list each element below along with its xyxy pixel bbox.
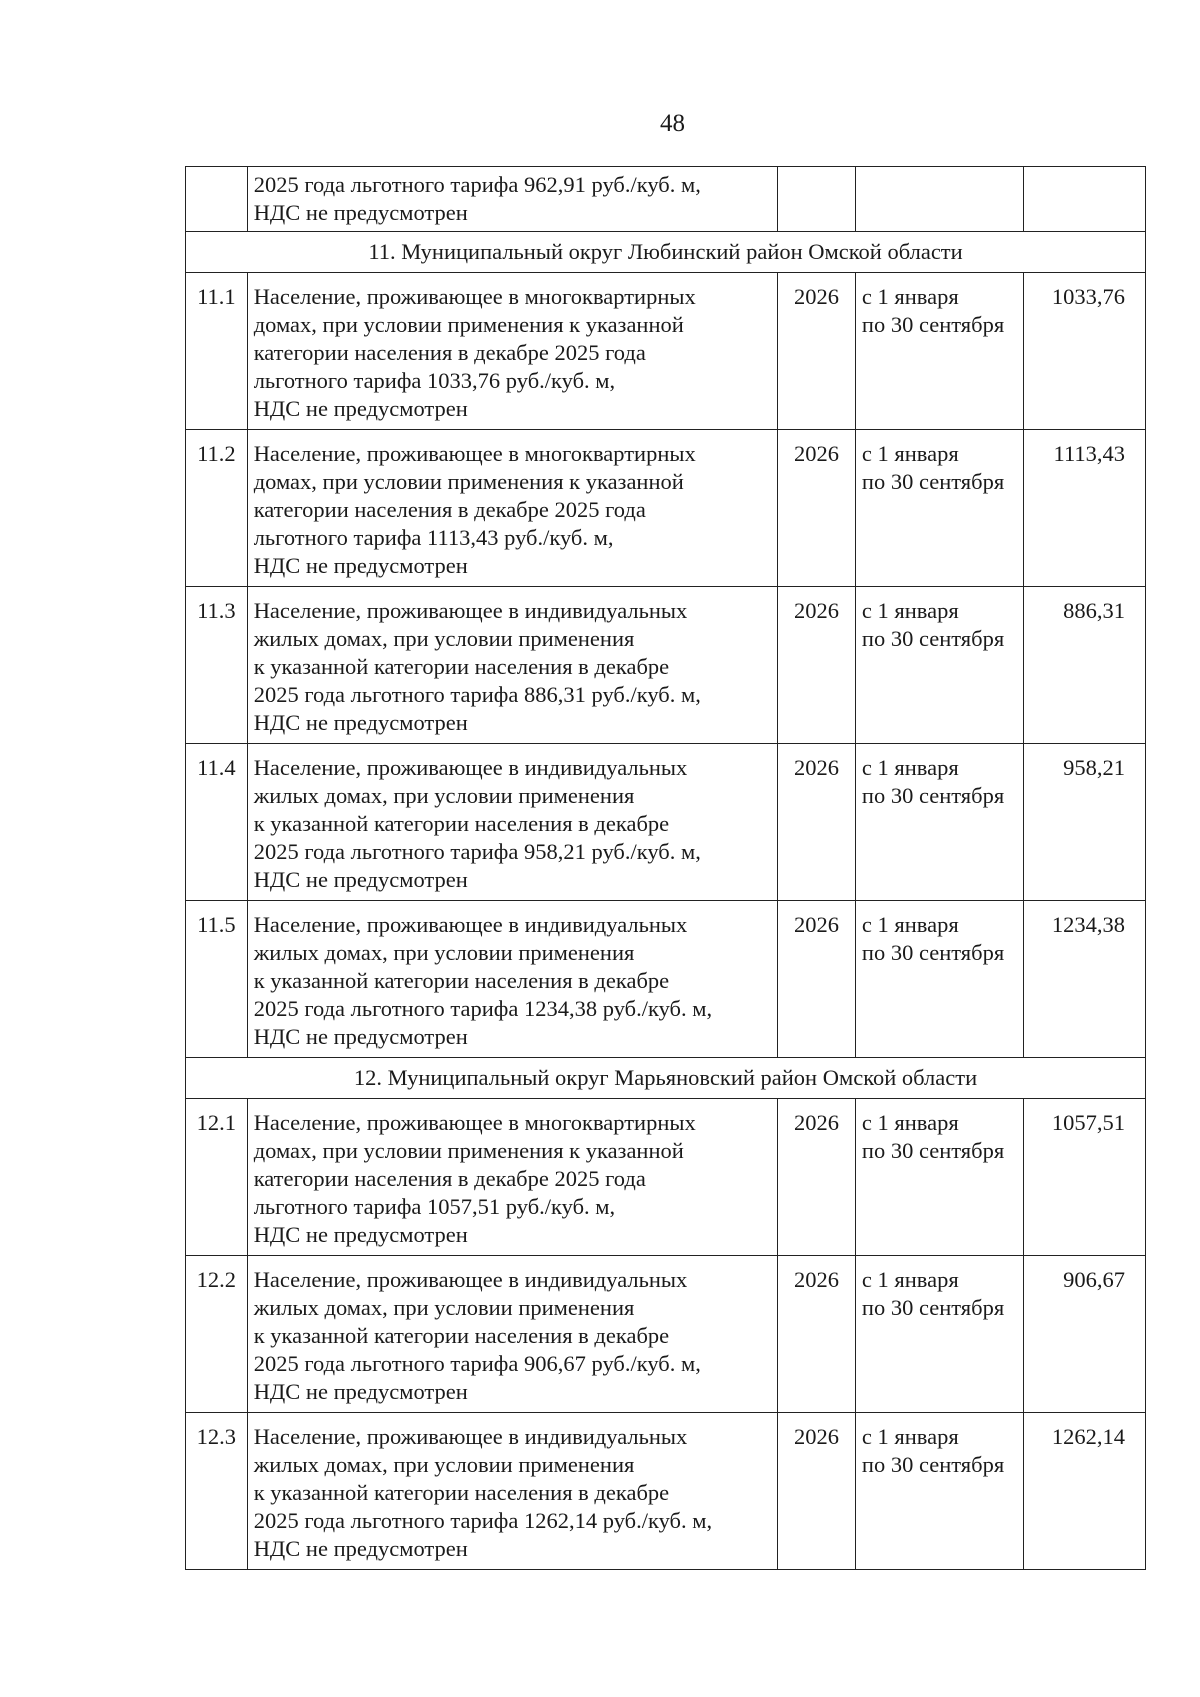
row-year: 2026 [778, 901, 856, 1058]
row-value: 1262,14 [1023, 1413, 1145, 1570]
table-row [186, 1413, 1146, 1570]
row-value: 1057,51 [1023, 1099, 1145, 1256]
row-description [247, 1413, 777, 1570]
row-value: 1113,43 [1023, 430, 1145, 587]
description-line: категории населения в декабре 2025 года [253, 1166, 646, 1191]
description-line: к указанной категории населения в декабре [253, 1480, 670, 1505]
description-line: категории населения в декабре 2025 года [253, 340, 646, 365]
description-line: льготного тарифа 1033,76 руб./куб. м, [253, 368, 616, 393]
row-year [778, 167, 856, 232]
row-description [247, 901, 777, 1058]
row-description [247, 430, 777, 587]
period-from: с 1 января [861, 755, 959, 780]
description-line: Население, проживающее в индивидуальных [253, 1267, 688, 1292]
description-line: Население, проживающее в многоквартирных [253, 1110, 696, 1135]
row-period [855, 273, 1023, 430]
row-year: 2026 [778, 1256, 856, 1413]
row-year: 2026 [778, 744, 856, 901]
period-from: с 1 января [861, 1424, 959, 1449]
table-row [186, 587, 1146, 744]
period-to: по 30 сентября [861, 312, 1005, 337]
row-number: 12.3 [186, 1413, 248, 1570]
description-line: НДС не предусмотрен [253, 1379, 468, 1404]
row-description [247, 167, 777, 232]
tariff-table-body [186, 167, 1146, 1570]
description-line: НДС не предусмотрен [253, 396, 468, 421]
row-number: 12.2 [186, 1256, 248, 1413]
description-line: Население, проживающее в индивидуальных [253, 912, 688, 937]
description-line: Население, проживающее в индивидуальных [253, 598, 688, 623]
description-line: жилых домах, при условии применения [253, 626, 635, 651]
description-line: к указанной категории населения в декабре [253, 968, 670, 993]
description-line: домах, при условии применения к указанной [253, 312, 684, 337]
row-description [247, 1256, 777, 1413]
row-number: 11.2 [186, 430, 248, 587]
table-row [186, 430, 1146, 587]
description-line: НДС не предусмотрен [253, 1024, 468, 1049]
description-line: 2025 года льготного тарифа 1262,14 руб./куб. м, [253, 1508, 713, 1533]
section-title: 12. Муниципальный округ Марьяновский район Омской области [186, 1058, 1146, 1099]
description-line: НДС не предусмотрен [253, 867, 468, 892]
row-value: 1234,38 [1023, 901, 1145, 1058]
row-number: 11.5 [186, 901, 248, 1058]
description-line: домах, при условии применения к указанной [253, 469, 684, 494]
description-line: категории населения в декабре 2025 года [253, 497, 646, 522]
description-line: жилых домах, при условии применения [253, 783, 635, 808]
description-line: жилых домах, при условии применения [253, 1452, 635, 1477]
period-from: с 1 января [861, 1110, 959, 1135]
row-period [855, 1099, 1023, 1256]
row-value: 958,21 [1023, 744, 1145, 901]
description-line: к указанной категории населения в декабре [253, 1323, 670, 1348]
description-line: 2025 года льготного тарифа 886,31 руб./куб. м, [253, 682, 701, 707]
row-period [855, 167, 1023, 232]
period-to: по 30 сентября [861, 940, 1005, 965]
description-line: 2025 года льготного тарифа 962,91 руб./куб. м, [253, 172, 701, 197]
row-period [855, 587, 1023, 744]
row-value: 1033,76 [1023, 273, 1145, 430]
description-line: НДС не предусмотрен [253, 1222, 468, 1247]
row-period [855, 901, 1023, 1058]
description-line: НДС не предусмотрен [253, 1536, 468, 1561]
row-period [855, 430, 1023, 587]
page-number: 48 [660, 110, 685, 137]
row-period [855, 1256, 1023, 1413]
description-line: жилых домах, при условии применения [253, 940, 635, 965]
section-title: 11. Муниципальный округ Любинский район Омской области [186, 232, 1146, 273]
period-from: с 1 января [861, 598, 959, 623]
row-number: 11.1 [186, 273, 248, 430]
period-from: с 1 января [861, 1267, 959, 1292]
row-period [855, 744, 1023, 901]
description-line: льготного тарифа 1113,43 руб./куб. м, [253, 525, 614, 550]
description-line: 2025 года льготного тарифа 1234,38 руб./куб. м, [253, 996, 713, 1021]
row-period [855, 1413, 1023, 1570]
period-from: с 1 января [861, 441, 959, 466]
period-from: с 1 января [861, 284, 959, 309]
row-description [247, 1099, 777, 1256]
description-line: 2025 года льготного тарифа 958,21 руб./куб. м, [253, 839, 701, 864]
row-value [1023, 167, 1145, 232]
table-row [186, 273, 1146, 430]
row-year: 2026 [778, 430, 856, 587]
period-to: по 30 сентября [861, 1295, 1005, 1320]
description-line: НДС не предусмотрен [253, 200, 468, 225]
description-line: НДС не предусмотрен [253, 553, 468, 578]
table-row [186, 744, 1146, 901]
description-line: НДС не предусмотрен [253, 710, 468, 735]
description-line: к указанной категории населения в декабре [253, 654, 670, 679]
period-to: по 30 сентября [861, 783, 1005, 808]
row-year: 2026 [778, 1413, 856, 1570]
tariff-table [185, 166, 1146, 1570]
row-description [247, 744, 777, 901]
row-number: 11.4 [186, 744, 248, 901]
row-value: 886,31 [1023, 587, 1145, 744]
description-line: к указанной категории населения в декабре [253, 811, 670, 836]
row-year: 2026 [778, 587, 856, 744]
description-line: Население, проживающее в многоквартирных [253, 441, 696, 466]
description-line: Население, проживающее в многоквартирных [253, 284, 696, 309]
table-row [186, 901, 1146, 1058]
row-year: 2026 [778, 273, 856, 430]
table-row [186, 1256, 1146, 1413]
row-description [247, 273, 777, 430]
period-to: по 30 сентября [861, 626, 1005, 651]
section-header-row [186, 232, 1146, 273]
period-to: по 30 сентября [861, 1138, 1005, 1163]
description-line: жилых домах, при условии применения [253, 1295, 635, 1320]
row-number-cell [186, 167, 248, 232]
description-line: 2025 года льготного тарифа 906,67 руб./куб. м, [253, 1351, 701, 1376]
description-line: Население, проживающее в индивидуальных [253, 1424, 688, 1449]
row-value: 906,67 [1023, 1256, 1145, 1413]
table-row [186, 1099, 1146, 1256]
description-line: Население, проживающее в индивидуальных [253, 755, 688, 780]
row-description [247, 587, 777, 744]
section-header-row [186, 1058, 1146, 1099]
continuation-row [186, 167, 1146, 232]
period-to: по 30 сентября [861, 469, 1005, 494]
description-line: домах, при условии применения к указанной [253, 1138, 684, 1163]
row-number: 11.3 [186, 587, 248, 744]
period-from: с 1 января [861, 912, 959, 937]
period-to: по 30 сентября [861, 1452, 1005, 1477]
row-year: 2026 [778, 1099, 856, 1256]
description-line: льготного тарифа 1057,51 руб./куб. м, [253, 1194, 616, 1219]
row-number: 12.1 [186, 1099, 248, 1256]
